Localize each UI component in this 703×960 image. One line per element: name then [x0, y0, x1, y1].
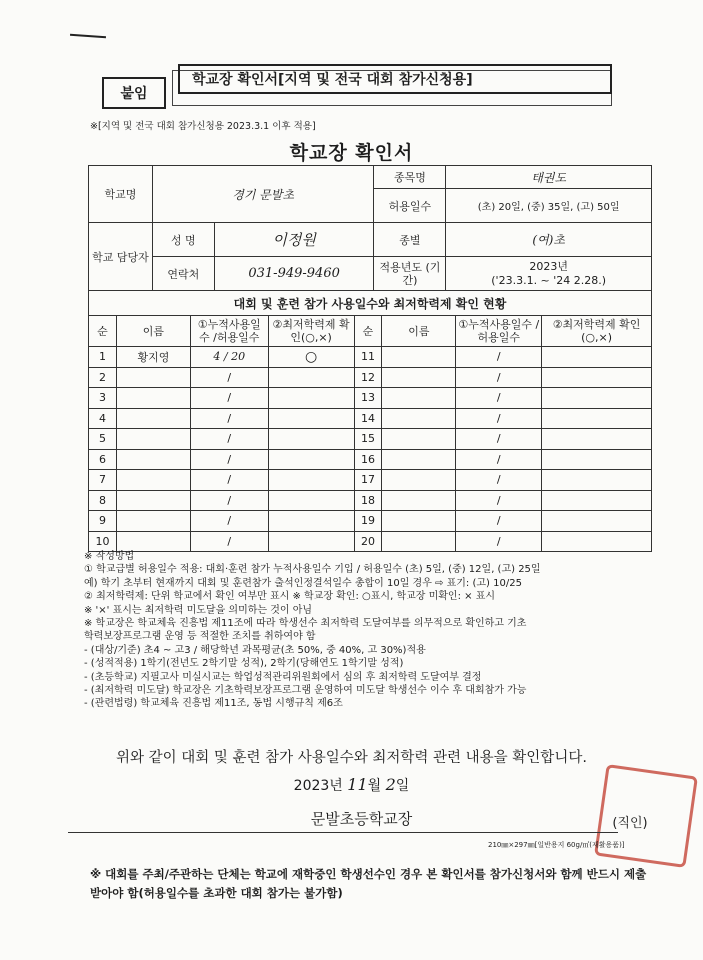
- row-number: 6: [89, 449, 117, 470]
- row-check: [268, 531, 354, 552]
- row-name-right: [382, 408, 456, 429]
- table-row: [89, 408, 652, 429]
- row-check-right: [542, 367, 652, 388]
- row-days: /: [190, 388, 268, 409]
- note-line: - (최저학력 미도달) 학교장은 기초학력보장프로그램 운영하여 미도달 학생선수 이수 후 대회참가 가능: [84, 685, 527, 697]
- divider: [68, 832, 618, 833]
- form-title: 학교장 확인서: [289, 142, 414, 164]
- row-number: 2: [89, 367, 117, 388]
- contact-label: 연락처: [152, 257, 214, 291]
- table-row: [89, 470, 652, 491]
- col-name-right: 이름: [382, 316, 456, 347]
- footer-note: ※ 대회를 주최/주관하는 단체는 학교에 재학중인 학생선수인 경우 본 확인서를 참가신청서와 함께 반드시 제출받아야 함(허용일수를 초과한 대회 참가는 불가함): [90, 867, 647, 900]
- row-name: [116, 511, 190, 532]
- row-check: [268, 388, 354, 409]
- row-number: 8: [89, 490, 117, 511]
- table-row: [89, 429, 652, 450]
- row-number: 3: [89, 388, 117, 409]
- table-row: [89, 531, 652, 552]
- row-days: /: [190, 531, 268, 552]
- seal-mark: (직인): [612, 816, 648, 831]
- row-days: 4 / 20: [190, 347, 268, 368]
- row-check: [268, 429, 354, 450]
- school-label: 학교명: [89, 166, 153, 223]
- row-number-right: 13: [354, 388, 382, 409]
- col-check: ②최저학력제 확인(○,×): [268, 316, 354, 347]
- row-name-right: [382, 347, 456, 368]
- row-days-right: /: [456, 449, 542, 470]
- note-line: ※ '×' 표시는 최저학력 미도달을 의미하는 것이 아님: [84, 604, 313, 616]
- table-row: [89, 388, 652, 409]
- row-name: [116, 388, 190, 409]
- row-check-right: [542, 388, 652, 409]
- row-check: [268, 470, 354, 491]
- name-value: 이정원: [214, 223, 374, 257]
- header-title: 학교장 확인서[지역 및 전국 대회 참가신청용]: [178, 64, 612, 94]
- row-days: /: [190, 367, 268, 388]
- row-name: 황지영: [116, 347, 190, 368]
- row-name-right: [382, 490, 456, 511]
- applies-note: ※[지역 및 전국 대회 참가신청용 2023.3.1 이후 적용]: [90, 121, 316, 132]
- row-check-right: [542, 490, 652, 511]
- note-line: ② 최저학력제: 단위 학교에서 확인 여부만 표시 ※ 학교장 확인: ○표시, 학교장 미확인: × 표시: [84, 591, 496, 603]
- row-days: /: [190, 470, 268, 491]
- row-days-right: /: [456, 388, 542, 409]
- note-line: - (초등학교) 지필고사 미실시교는 학업성적관리위원회에서 심의 후 최저학력 도달여부 결정: [84, 671, 482, 683]
- date-year: 2023년: [293, 778, 343, 794]
- date-month: 11: [347, 775, 368, 794]
- row-name-right: [382, 511, 456, 532]
- row-check: [268, 449, 354, 470]
- row-number: 10: [89, 531, 117, 552]
- note-line: - (대상/기준) 초4 ~ 고3 / 해당학년 과목평균(초 50%, 중 40%, 고 30%)적용: [84, 644, 426, 656]
- row-name-right: [382, 367, 456, 388]
- table-row: [89, 511, 652, 532]
- row-name-right: [382, 429, 456, 450]
- row-check-right: [542, 470, 652, 491]
- school-value: 경기 문발초: [152, 166, 374, 223]
- note-line: - (성적적용) 1학기(전년도 2학기말 성적), 2학기(당해연도 1학기말 성적): [84, 658, 404, 670]
- row-name: [116, 367, 190, 388]
- row-days-right: /: [456, 408, 542, 429]
- name-label: 성 명: [152, 223, 214, 257]
- note-line: 학력보장프로그램 운영 등 적절한 조치를 취하여야 함: [84, 631, 316, 643]
- row-check: ○: [268, 347, 354, 368]
- allowed-value: (초) 20일, (중) 35일, (고) 50일: [446, 189, 652, 223]
- row-days: /: [190, 490, 268, 511]
- pen-mark: [70, 34, 106, 39]
- issue-date: [0, 775, 703, 795]
- row-number-right: 14: [354, 408, 382, 429]
- confirm-text: 위와 같이 대회 및 훈련 참가 사용일수와 최저학력 관련 내용을 확인합니다.: [116, 750, 587, 766]
- col-days-right: ①누적사용일수 /허용일수: [456, 316, 542, 347]
- row-check: [268, 408, 354, 429]
- staff-label: 학교 담당자: [89, 223, 153, 291]
- row-check: [268, 490, 354, 511]
- row-name: [116, 490, 190, 511]
- row-name: [116, 408, 190, 429]
- row-name-right: [382, 449, 456, 470]
- table-row: [89, 449, 652, 470]
- row-days-right: /: [456, 490, 542, 511]
- attachment-tag: 붙임: [102, 77, 166, 109]
- row-check-right: [542, 347, 652, 368]
- row-check-right: [542, 531, 652, 552]
- row-number-right: 15: [354, 429, 382, 450]
- year-label: 적용년도 (기간): [374, 257, 446, 291]
- row-number: 5: [89, 429, 117, 450]
- sport-label: 종목명: [374, 166, 446, 189]
- row-number: 7: [89, 470, 117, 491]
- date-day-unit: 일: [395, 778, 410, 794]
- row-days-right: /: [456, 470, 542, 491]
- table-row: [89, 490, 652, 511]
- year-cell: [446, 257, 652, 291]
- col-days: ①누적사용일수 /허용일수: [190, 316, 268, 347]
- note-line: ① 학교급별 허용일수 적용: 대회·훈련 참가 누적사용일수 기입 / 허용일수 (초) 5일, (중) 12일, (고) 25일: [84, 564, 541, 576]
- row-days-right: /: [456, 347, 542, 368]
- row-days-right: /: [456, 429, 542, 450]
- row-check-right: [542, 511, 652, 532]
- row-days: /: [190, 429, 268, 450]
- row-days: /: [190, 511, 268, 532]
- principal-name: 문발초등학교장: [310, 810, 413, 828]
- row-name: [116, 449, 190, 470]
- row-number-right: 11: [354, 347, 382, 368]
- status-table: [88, 290, 652, 552]
- row-name-right: [382, 470, 456, 491]
- row-number-right: 16: [354, 449, 382, 470]
- table-row: [89, 367, 652, 388]
- date-day: 2: [385, 775, 396, 794]
- info-table: [88, 165, 652, 291]
- row-number-right: 20: [354, 531, 382, 552]
- row-name: [116, 470, 190, 491]
- row-days: /: [190, 408, 268, 429]
- col-no: 순: [89, 316, 117, 347]
- note-line: 예) 학기 초부터 현재까지 대회 및 훈련참가 출석인정결석일수 총합이 10일 경우 ⇨ 표기: (고) 10/25: [84, 577, 522, 589]
- row-number-right: 18: [354, 490, 382, 511]
- table-row: [89, 347, 652, 368]
- row-name: [116, 429, 190, 450]
- note-line: ※ 학교장은 학교체육 진흥법 제11조에 따라 학생선수 최저학력 도달여부를 의무적으로 확인하고 기초: [84, 618, 527, 630]
- row-check-right: [542, 408, 652, 429]
- row-number-right: 17: [354, 470, 382, 491]
- row-number: 1: [89, 347, 117, 368]
- paper-spec: 210㎜×297㎜[일반용지 60g/㎡(재활용품)]: [488, 841, 625, 849]
- year-period: ('23.3.1. ~ '24 2.28.): [491, 273, 607, 287]
- row-check-right: [542, 449, 652, 470]
- row-number-right: 12: [354, 367, 382, 388]
- row-days-right: /: [456, 511, 542, 532]
- status-caption: 대회 및 훈련 참가 사용일수와 최저학력제 확인 현황: [89, 291, 652, 316]
- col-name: 이름: [116, 316, 190, 347]
- row-check: [268, 511, 354, 532]
- date-month-unit: 월: [367, 778, 382, 794]
- note-line: ※ 작성방법: [84, 551, 135, 562]
- gender-value: (여)초: [446, 223, 652, 257]
- col-check-right: ②최저학력제 확인(○,×): [542, 316, 652, 347]
- row-days-right: /: [456, 531, 542, 552]
- row-name-right: [382, 388, 456, 409]
- year-value: 2023년: [529, 259, 568, 273]
- row-number: 4: [89, 408, 117, 429]
- sport-value: 태권도: [446, 166, 652, 189]
- row-name-right: [382, 531, 456, 552]
- row-number: 9: [89, 511, 117, 532]
- row-days-right: /: [456, 367, 542, 388]
- row-days: /: [190, 449, 268, 470]
- row-number-right: 19: [354, 511, 382, 532]
- row-check: [268, 367, 354, 388]
- row-check-right: [542, 429, 652, 450]
- contact-value: 031-949-9460: [214, 257, 374, 291]
- note-line: - (관련법령) 학교체육 진흥법 제11조, 동법 시행규칙 제6조: [84, 698, 343, 710]
- allowed-label: 허용일수: [374, 189, 446, 223]
- gender-label: 종별: [374, 223, 446, 257]
- col-no-right: 순: [354, 316, 382, 347]
- row-name: [116, 531, 190, 552]
- writing-notes: [84, 550, 664, 711]
